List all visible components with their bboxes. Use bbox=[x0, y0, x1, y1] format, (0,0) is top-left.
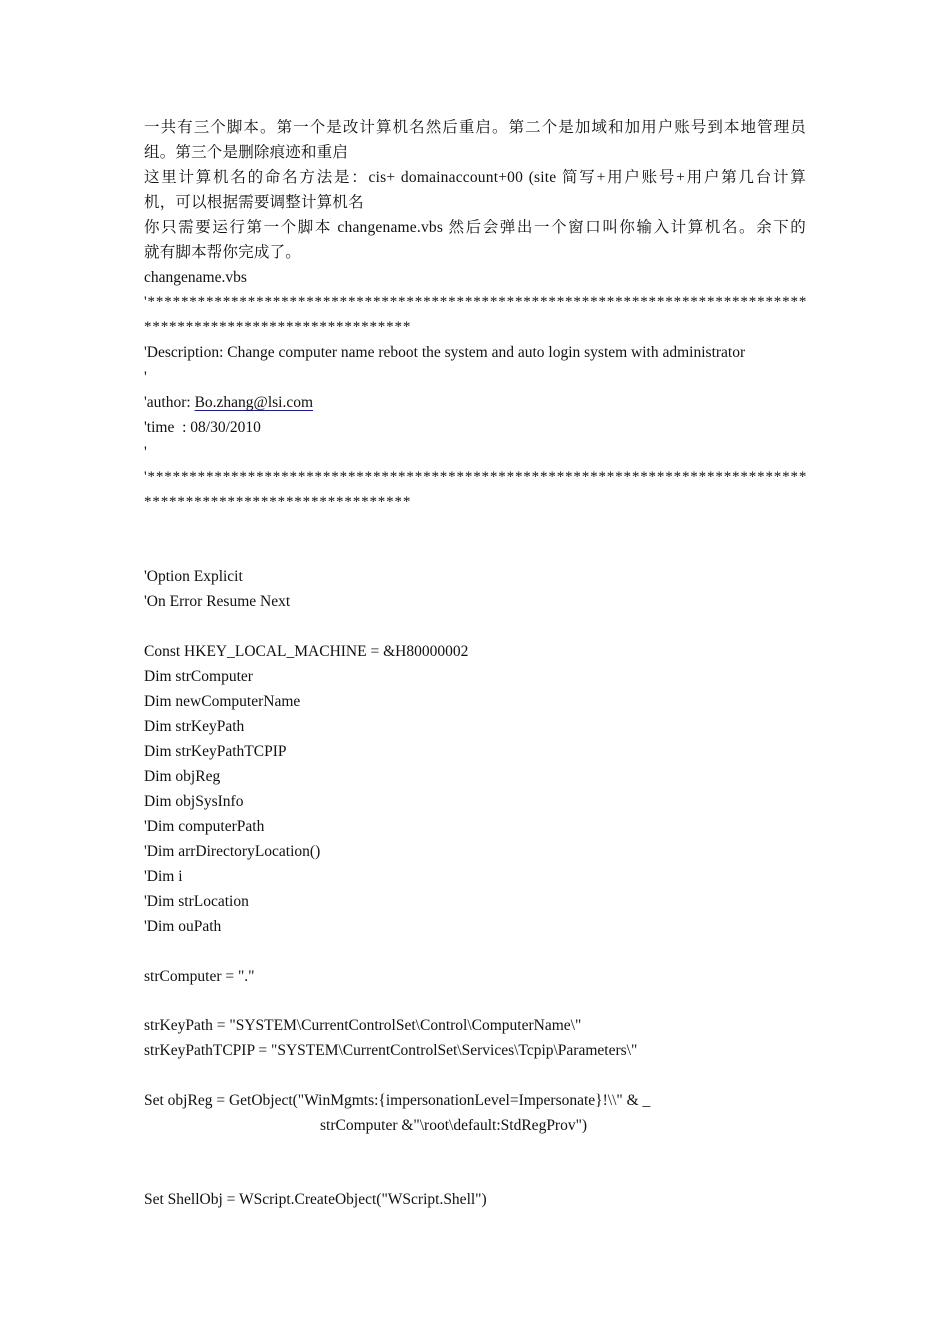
code-line: Const HKEY_LOCAL_MACHINE = &H80000002 bbox=[144, 643, 469, 660]
code-line: 'Dim strLocation bbox=[144, 893, 249, 910]
intro-paragraph-3-line-2: 就有脚本帮你完成了。 bbox=[144, 244, 302, 261]
code-line: Set ShellObj = WScript.CreateObject("WScript.Shell") bbox=[144, 1191, 487, 1208]
code-line: 'Dim i bbox=[144, 868, 183, 885]
header-stars-bottom-a: '******************************************************************************* bbox=[144, 469, 808, 485]
code-line: Dim strKeyPath bbox=[144, 718, 245, 735]
intro-paragraph-2-line-2: 机，可以根据需要调整计算机名 bbox=[144, 194, 364, 211]
code-line: 'Dim ouPath bbox=[144, 918, 222, 935]
code-line: Set objReg = GetObject("WinMgmts:{impersonationLevel=Impersonate}!\\" & _ bbox=[144, 1092, 651, 1109]
header-stars-top-b: ******************************** bbox=[144, 319, 412, 335]
code-line-continuation: strComputer &"\root\default:StdRegProv") bbox=[320, 1117, 588, 1134]
code-line: 'On Error Resume Next bbox=[144, 593, 291, 610]
code-line: Dim objReg bbox=[144, 768, 221, 785]
code-line: Dim newComputerName bbox=[144, 693, 301, 710]
header-blank-comment: ' bbox=[144, 369, 147, 386]
code-line: 'Dim arrDirectoryLocation() bbox=[144, 843, 321, 860]
code-line: Dim strComputer bbox=[144, 668, 253, 685]
code-line: Dim objSysInfo bbox=[144, 793, 244, 810]
code-line: strKeyPathTCPIP = "SYSTEM\CurrentControlSet\Services\Tcpip\Parameters\" bbox=[144, 1042, 638, 1059]
header-blank-comment-2: ' bbox=[144, 444, 147, 461]
header-stars-bottom-b: ******************************** bbox=[144, 494, 412, 510]
header-time: 'time : 08/30/2010 bbox=[144, 419, 261, 436]
header-author bbox=[144, 390, 313, 415]
intro-paragraph-1-line-2: 组。第三个是删除痕迹和重启 bbox=[144, 144, 349, 161]
author-email-link[interactable]: Bo.zhang@lsi.com bbox=[194, 394, 314, 411]
intro-paragraph-1-line-1: 一共有三个脚本。第一个是改计算机名然后重启。第二个是加域和加用户账号到本地管理员 bbox=[144, 119, 806, 136]
intro-paragraph-3-line-1: 你只需要运行第一个脚本 changename.vbs 然后会弹出一个窗口叫你输入计算机名。余下的 bbox=[144, 219, 806, 236]
code-line: strKeyPath = "SYSTEM\CurrentControlSet\Control\ComputerName\" bbox=[144, 1017, 582, 1034]
script-filename: changename.vbs bbox=[144, 269, 247, 286]
intro-paragraph-2-line-1: 这里计算机名的命名方法是：cis+ domainaccount+00 (site 简写+用户账号+用户第几台计算 bbox=[144, 169, 806, 186]
code-line: strComputer = "." bbox=[144, 968, 255, 985]
code-line: 'Dim computerPath bbox=[144, 818, 265, 835]
header-description: 'Description: Change computer name reboot the system and auto login system with administrator bbox=[144, 344, 746, 361]
header-stars-top-a: '******************************************************************************* bbox=[144, 294, 808, 310]
code-line: Dim strKeyPathTCPIP bbox=[144, 743, 287, 760]
author-label: 'author: bbox=[144, 394, 195, 411]
code-line: 'Option Explicit bbox=[144, 568, 243, 585]
